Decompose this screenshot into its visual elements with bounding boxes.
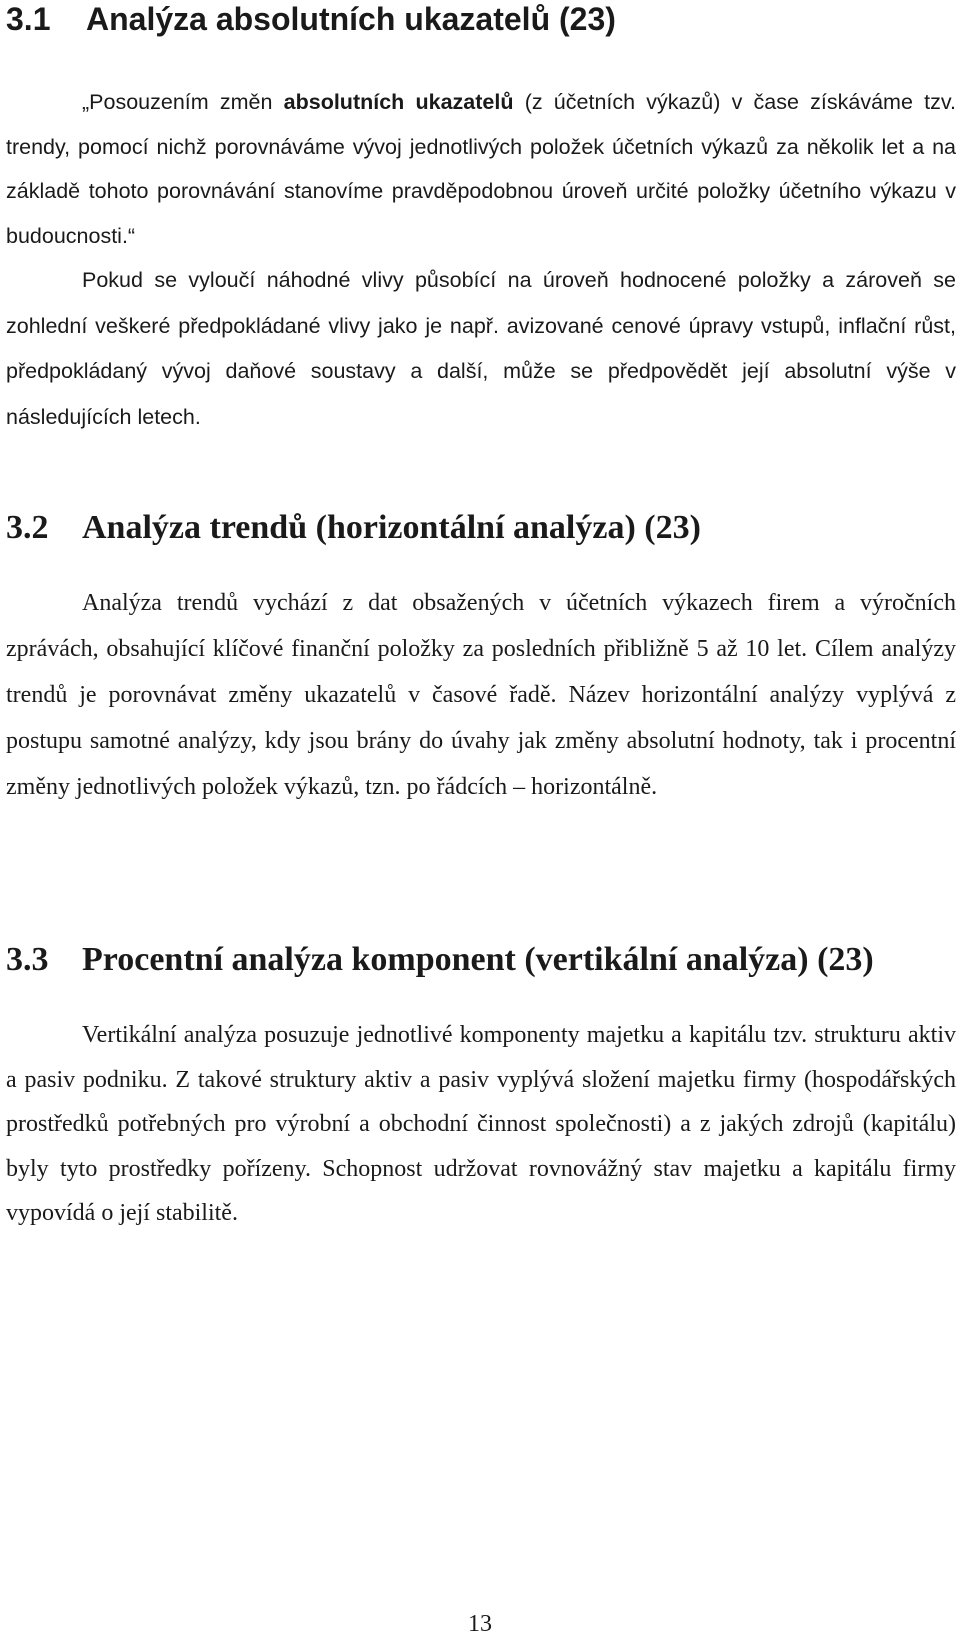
section-title: Analýza trendů (horizontální analýza) (23) (82, 509, 701, 546)
paragraph-text: Analýza trendů vychází z dat obsažených v účetních výkazech firem a výročních zprávách, obsahující klíčové finanční položky za posledních přibližně 5 až 10 let. Cílem analýzy trendů je porovnávat změny ukazatelů v časové řadě. Název horizontální analýzy vyplývá z postupu samotné analýzy, kdy jsou brány do úvahy jak změny absolutní hodnoty, tak i procentní změny jednotlivých položek výkazů, tzn. po řádcích – horizontálně. (6, 590, 956, 800)
paragraph-text: Pokud se vyloučí náhodné vlivy působící na úroveň hodnocené položky a zároveň se zohlední veškeré předpokládané vlivy jako je např. avizované cenové úpravy vstupů, inflační růst, předpokládaný vývoj daňové soustavy a další, může se předpovědět její absolutní výše v následujících letech. (6, 268, 956, 429)
body-paragraph (6, 580, 956, 810)
quote-text-start: „Posouzením změn (82, 90, 284, 114)
body-paragraph (6, 1013, 956, 1236)
section-title: Procentní analýza komponent (vertikální analýza) (23) (82, 941, 874, 978)
page-number: 13 (468, 1611, 492, 1637)
section-number: 3.2 (6, 509, 49, 546)
section-heading-3-3 (6, 940, 956, 980)
quote-paragraph (6, 80, 956, 258)
quote-text-end: (z účetních výkazů) v čase získáváme tzv. trendy, pomocí nichž porovnáváme vývoj jednotlivých položek účetních výkazů za několik let a na základě tohoto porovnávání stanovíme pravděpodobnou úroveň určité položky účetního výkazu v budoucnosti.“ (6, 90, 956, 248)
section-number: 3.1 (6, 1, 51, 37)
section-number: 3.3 (6, 941, 49, 978)
section-title: Analýza absolutních ukazatelů (23) (86, 1, 616, 37)
section-heading-3-1 (6, 0, 956, 39)
section-heading-3-2 (6, 508, 956, 548)
body-paragraph (6, 258, 956, 440)
paragraph-text: Vertikální analýza posuzuje jednotlivé komponenty majetku a kapitálu tzv. strukturu aktiv a pasiv podniku. Z takové struktury aktiv a pasiv vyplývá složení majetku firmy (hospodářských prostředků potřebných pro výrobní a obchodní činnost společnosti) a z jakých zdrojů (kapitálu) byly tyto prostředky pořízeny. Schopnost udržovat rovnovážný stav majetku a kapitálu firmy vypovídá o její stabilitě. (6, 1022, 956, 1226)
bold-term: absolutních ukazatelů (283, 90, 514, 114)
